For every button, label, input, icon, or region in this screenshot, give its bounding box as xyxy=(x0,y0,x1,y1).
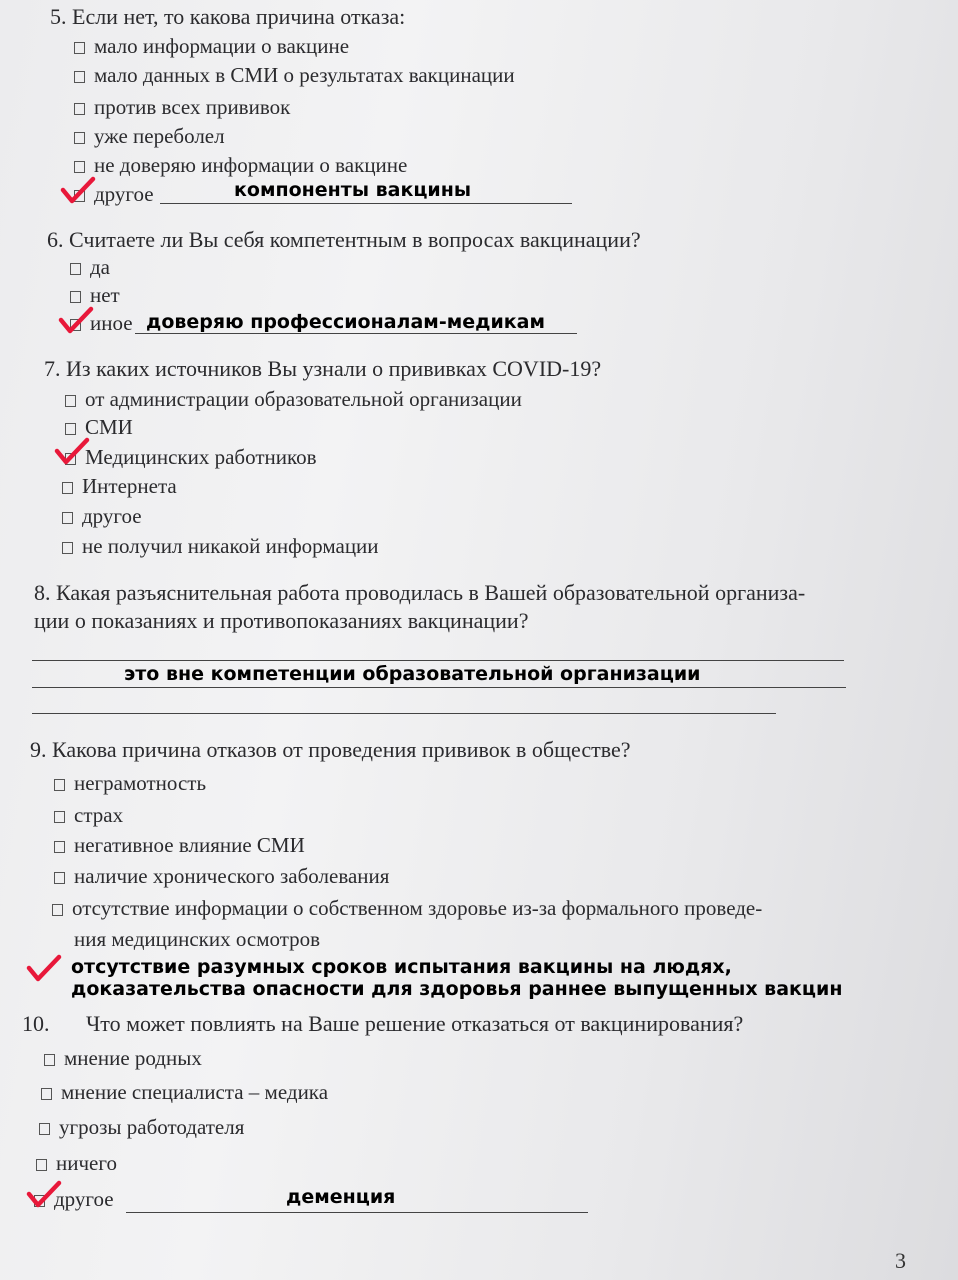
q5-option[interactable]: мало данных в СМИ о результатах вакцинации xyxy=(74,63,515,87)
q6-option-other[interactable]: иное xyxy=(70,311,133,335)
q9-title: 9. Какова причина отказов от проведения прививок в обществе? xyxy=(30,737,631,762)
q10-number: 10. xyxy=(22,1011,50,1036)
q9-option[interactable]: неграмотность xyxy=(54,771,206,795)
q9-handwritten-answer-line2[interactable]: доказательства опасности для здоровья раннее выпущенных вакцин xyxy=(71,978,843,1000)
q6-option[interactable]: да xyxy=(70,255,110,279)
answer-line xyxy=(32,713,776,714)
q10-option[interactable]: ничего xyxy=(36,1151,117,1175)
q7-title: 7. Из каких источников Вы узнали о прививках COVID-19? xyxy=(44,356,602,381)
q9-option[interactable]: отсутствие информации о собственном здоровье из-за формального проведе- xyxy=(52,896,762,920)
answer-line xyxy=(32,687,846,688)
q9-handwritten-answer-line1[interactable]: отсутствие разумных сроков испытания вакцины на людях, xyxy=(71,956,732,978)
checkbox[interactable] xyxy=(54,811,65,823)
checkbox[interactable] xyxy=(54,872,65,884)
checkmark-icon xyxy=(54,437,90,467)
q8-handwritten-answer[interactable]: это вне компетенции образовательной организации xyxy=(124,663,701,685)
checkbox[interactable] xyxy=(39,1123,50,1135)
q5-option[interactable]: не доверяю информации о вакцине xyxy=(74,153,407,177)
checkbox[interactable] xyxy=(70,263,81,275)
page-number: 3 xyxy=(895,1248,906,1273)
q7-option[interactable]: не получил никакой информации xyxy=(62,534,379,558)
q10-option[interactable]: мнение специалиста – медика xyxy=(41,1080,328,1104)
checkbox[interactable] xyxy=(74,161,85,173)
checkbox[interactable] xyxy=(54,779,65,791)
checkmark-icon xyxy=(58,306,94,336)
checkbox[interactable] xyxy=(74,71,85,83)
q9-option[interactable]: страх xyxy=(54,803,123,827)
q7-option[interactable]: Интернета xyxy=(62,474,177,498)
checkbox[interactable] xyxy=(44,1054,55,1066)
q5-option[interactable]: мало информации о вакцине xyxy=(74,34,349,58)
checkmark-icon xyxy=(60,176,96,206)
q10-option-other[interactable]: другое xyxy=(34,1187,114,1211)
q9-option[interactable]: наличие хронического заболевания xyxy=(54,864,389,888)
answer-line xyxy=(160,203,572,204)
q6-option[interactable]: нет xyxy=(70,283,120,307)
q7-option[interactable]: СМИ xyxy=(65,415,133,439)
checkbox[interactable] xyxy=(62,482,73,494)
checkbox[interactable] xyxy=(70,291,81,303)
q6-handwritten-answer[interactable]: доверяю профессионалам-медикам xyxy=(146,311,546,333)
q9-option[interactable]: негативное влияние СМИ xyxy=(54,833,305,857)
q8-title-line2: ции о показаниях и противопоказаниях вакцинации? xyxy=(34,608,529,633)
checkbox[interactable] xyxy=(74,42,85,54)
q7-option[interactable]: от администрации образовательной организации xyxy=(65,387,522,411)
checkbox[interactable] xyxy=(65,423,76,435)
checkbox[interactable] xyxy=(74,132,85,144)
q10-option[interactable]: мнение родных xyxy=(44,1046,202,1070)
answer-line xyxy=(32,660,844,661)
checkbox[interactable] xyxy=(52,904,63,916)
checkmark-icon xyxy=(26,954,62,984)
answer-line xyxy=(126,1212,588,1213)
q10-title: Что может повлиять на Ваше решение отказаться от вакцинирования? xyxy=(86,1011,744,1036)
q5-option[interactable]: против всех прививок xyxy=(74,95,290,119)
q5-handwritten-answer[interactable]: компоненты вакцины xyxy=(234,179,472,201)
q9-option-continuation: ния медицинских осмотров xyxy=(74,927,321,951)
q7-option-checked[interactable]: Медицинских работников xyxy=(65,445,317,469)
q6-title: 6. Считаете ли Вы себя компетентным в вопросах вакцинации? xyxy=(47,227,641,252)
checkbox[interactable] xyxy=(36,1159,47,1171)
q5-option[interactable]: уже переболел xyxy=(74,124,225,148)
checkbox[interactable] xyxy=(62,512,73,524)
checkbox[interactable] xyxy=(74,103,85,115)
checkmark-icon xyxy=(26,1180,62,1210)
q5-title: 5. Если нет, то какова причина отказа: xyxy=(50,4,406,29)
q10-handwritten-answer[interactable]: деменция xyxy=(286,1186,396,1208)
q7-option[interactable]: другое xyxy=(62,504,142,528)
checkbox[interactable] xyxy=(54,841,65,853)
q10-option[interactable]: угрозы работодателя xyxy=(39,1115,244,1139)
q5-option-other[interactable]: другое xyxy=(74,182,154,206)
checkbox[interactable] xyxy=(62,542,73,554)
checkbox[interactable] xyxy=(65,395,76,407)
checkbox[interactable] xyxy=(41,1088,52,1100)
q8-title-line1: 8. Какая разъяснительная работа проводилась в Вашей образовательной организа- xyxy=(34,580,806,605)
